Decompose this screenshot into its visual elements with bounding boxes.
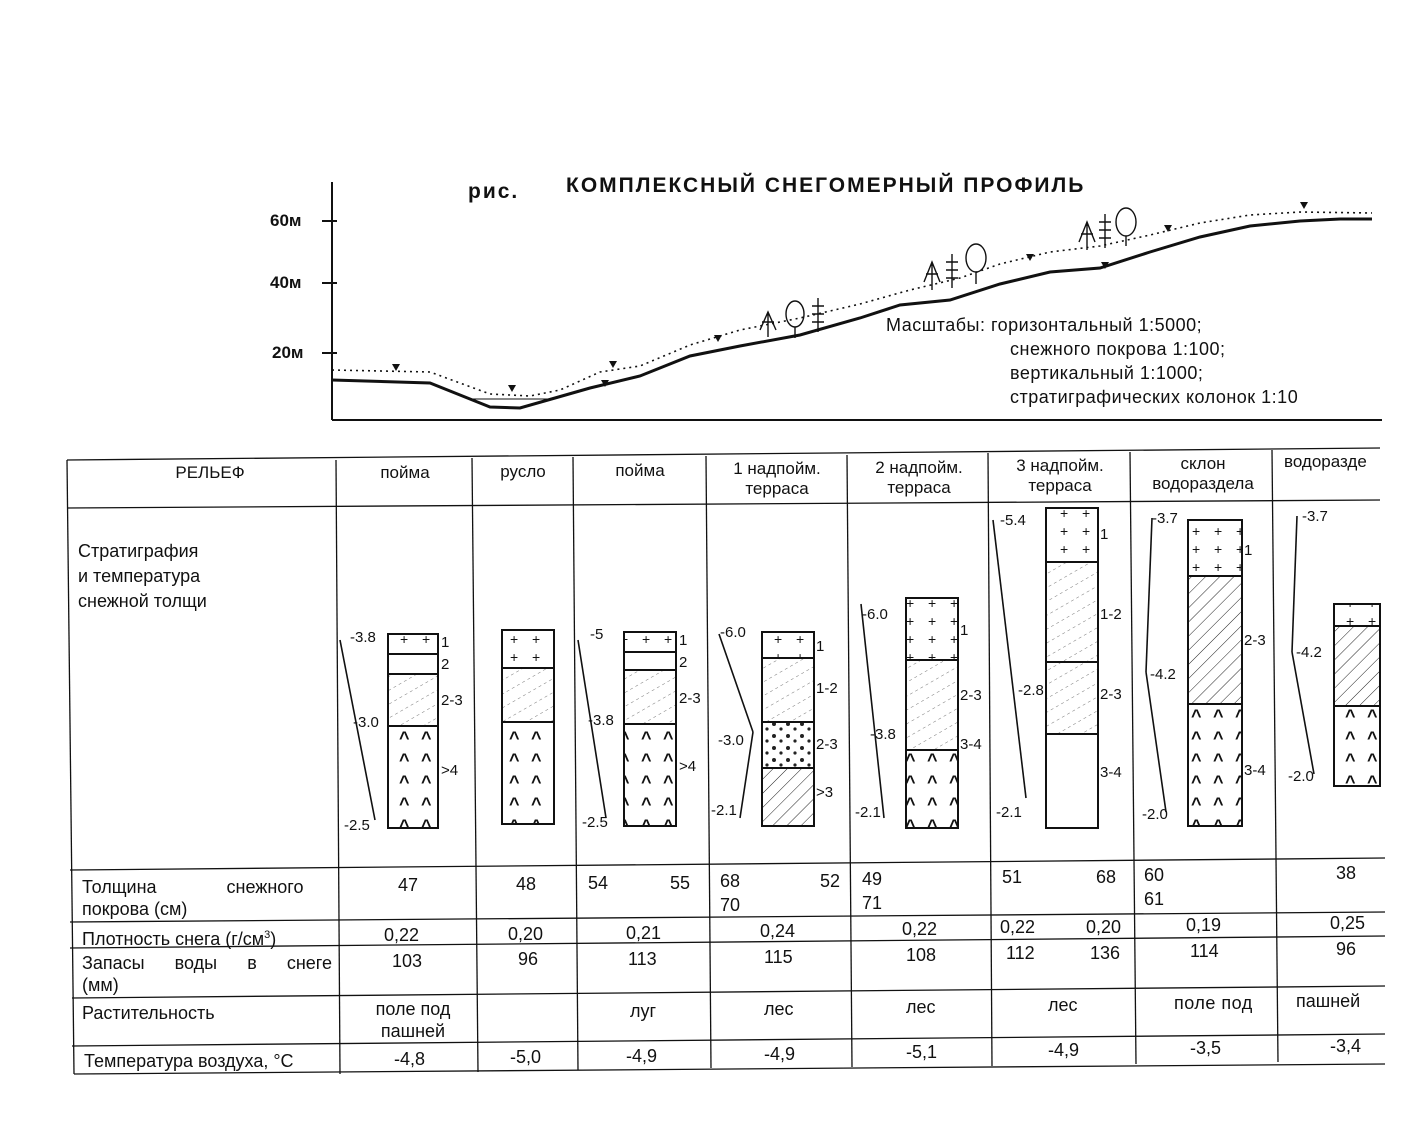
density-4: 0,24 [760,921,796,941]
scale-vertical: вертикальный 1:1000; [1010,363,1204,383]
strat6-layer-1: 1 [1100,526,1109,543]
strat5-layer-3: 3-4 [960,736,982,753]
strat3-top-temp: -5 [590,626,604,643]
strat6-layer-2: 1-2 [1100,606,1122,623]
strat3-layer-3: 2-3 [679,690,701,707]
air-temp-5: -5,1 [906,1042,938,1062]
water-3: 113 [628,949,657,969]
air-temp-row-label: Температура воздуха, °С [84,1051,294,1071]
strat4-layer-1: 1 [816,638,825,655]
water-row-label: Запасы воды в снеге (мм) [82,953,332,995]
snow-surface-line [332,212,1372,396]
strat-column-2 [502,630,554,824]
water-5: 108 [906,945,937,965]
y-tick-20: 20м [272,343,304,362]
col-header-7: склон водораздела [1152,454,1254,493]
air-temp-4: -4,9 [764,1044,796,1064]
thickness-7b: 61 [1144,889,1165,909]
strat5-mid-temp: -3.8 [870,726,896,743]
thickness-4a: 68 [720,871,741,891]
strat7-mid-temp: -4.2 [1150,666,1176,683]
y-tick-40: 40м [270,273,302,292]
strat-column-5 [861,598,958,828]
air-temp-6: -4,9 [1048,1040,1080,1060]
strat3-layer-2: 2 [679,654,688,671]
survey-marker-icon [714,335,722,342]
thickness-3a: 54 [588,873,609,893]
water-4: 115 [764,947,793,967]
y-tick-60: 60м [270,211,302,230]
thickness-6b: 68 [1096,867,1117,887]
density-6a: 0,22 [1000,917,1036,937]
density-6b: 0,20 [1086,917,1122,937]
col-header-3: пойма [615,461,665,480]
strat6-mid-temp: -2.8 [1018,682,1044,699]
conifer-tree-icon [946,254,958,288]
veg-6: лес [1048,995,1078,1015]
deciduous-tree-icon [966,244,986,284]
water-8: 96 [1336,939,1357,959]
strat4-bot-temp: -2.1 [711,802,737,819]
thickness-2: 48 [516,874,537,894]
veg-7a: поле под [1174,993,1253,1013]
survey-marker-icon [392,364,400,371]
strat6-layer-4: 3-4 [1100,764,1122,781]
conifer-tree-icon [924,262,940,290]
thickness-row-label: Толщина снежного покрова (см) [82,877,304,919]
strat1-layer-2: 2 [441,656,450,673]
strat6-bot-temp: -2.1 [996,804,1022,821]
veg-5: лес [906,997,936,1017]
col-header-5: 2 надпойм. терраса [875,458,963,497]
figure-prefix: рис. [468,180,520,203]
strat4-top-temp: -6.0 [720,624,746,641]
strat1-bot-temp: -2.5 [344,817,370,834]
strat8-top-temp: -3.7 [1302,508,1328,525]
survey-marker-icon [1300,202,1308,209]
strat-row-label: Стратиграфия и температура снежной толщи [78,541,207,611]
strat7-layer-3: 3-4 [1244,762,1266,779]
strat7-layer-1: 1 [1244,542,1253,559]
col-header-4: 1 надпойм. терраса [733,459,821,498]
strat1-mid-temp: -3.0 [353,714,379,731]
veg-4: лес [764,999,794,1019]
density-row-label: Плотность снега $(г/см^3)$ [82,929,277,949]
conifer-tree-icon [1079,222,1095,250]
strat3-layer-1: 1 [679,632,688,649]
strat-column-4 [719,632,814,826]
relief-header: РЕЛЬЕФ [175,463,245,482]
figure-title: КОМПЛЕКСНЫЙ СНЕГОМЕРНЫЙ ПРОФИЛЬ [566,174,1086,197]
strat4-layer-4: >3 [816,784,834,801]
survey-marker-icon [609,361,617,368]
strat1-layer-4: >4 [441,762,459,779]
density-1: 0,22 [384,925,420,945]
thickness-5a: 49 [862,869,883,889]
survey-marker-icon [508,385,516,392]
water-1: 103 [392,951,423,971]
ground-profile-line [332,219,1372,408]
veg-7b: пашней [1296,991,1361,1011]
scale-snow: снежного покрова 1:100; [1010,339,1226,359]
air-temp-1: -4,8 [394,1049,426,1069]
thickness-6a: 51 [1002,867,1023,887]
strat3-layer-4: >4 [679,758,697,775]
water-6b: 136 [1090,943,1121,963]
strat5-bot-temp: -2.1 [855,804,881,821]
thickness-7a: 60 [1144,865,1165,885]
thickness-3b: 55 [670,873,691,893]
strat1-top-temp: -3.8 [350,629,376,646]
air-temp-2: -5,0 [510,1047,542,1067]
air-temp-8: -3,4 [1330,1036,1362,1056]
density-3: 0,21 [626,923,662,943]
water-2: 96 [518,949,539,969]
strat3-bot-temp: -2.5 [582,814,608,831]
veg-row-label: Растительность [82,1003,215,1023]
density-2: 0,20 [508,924,544,944]
strat1-layer-1: 1 [441,634,450,651]
survey-marker-icon [1026,254,1034,261]
thickness-8: 38 [1336,863,1357,883]
thickness-1: 47 [398,875,419,895]
strat6-layer-3: 2-3 [1100,686,1122,703]
strat4-mid-temp: -3.0 [718,732,744,749]
col-header-6: 3 надпойм. терраса [1016,456,1104,495]
deciduous-tree-icon [1116,208,1136,246]
veg-1: поле под пашней [375,999,451,1041]
thickness-4c: 70 [720,895,741,915]
density-8: 0,25 [1330,913,1366,933]
strat7-bot-temp: -2.0 [1142,806,1168,823]
density-7: 0,19 [1186,915,1222,935]
thickness-5b: 71 [862,893,883,913]
strat4-layer-2: 1-2 [816,680,838,697]
col-header-1: пойма [380,463,430,482]
survey-marker-icon [1164,225,1172,232]
scales-label: Масштабы: горизонтальный 1:5000; [886,315,1203,335]
thickness-4b: 52 [820,871,841,891]
strat5-layer-1: 1 [960,622,969,639]
strat8-mid-temp: -4.2 [1296,644,1322,661]
col-header-8: водоразде [1284,452,1367,471]
deciduous-tree-icon [786,301,804,338]
conifer-tree-icon [1099,214,1111,248]
water-6a: 112 [1006,943,1035,963]
strat5-top-temp: -6.0 [862,606,888,623]
air-temp-7: -3,5 [1190,1038,1222,1058]
scale-strat: стратиграфических колонок 1:10 [1010,387,1299,407]
strat-column-6 [993,508,1098,828]
strat7-top-temp: -3.7 [1152,510,1178,527]
strat6-top-temp: -5.4 [1000,512,1026,529]
density-5: 0,22 [902,919,938,939]
strat4-layer-3: 2-3 [816,736,838,753]
strat3-mid-temp: -3.8 [588,712,614,729]
col-header-2: руслo [500,462,546,481]
air-temp-3: -4,9 [626,1046,658,1066]
strat1-layer-3: 2-3 [441,692,463,709]
conifer-tree-icon [760,312,776,337]
strat8-bot-temp: -2.0 [1288,768,1314,785]
strat7-layer-2: 2-3 [1244,632,1266,649]
strat5-layer-2: 2-3 [960,687,982,704]
veg-3: луг [630,1001,657,1021]
water-7: 114 [1190,941,1219,961]
